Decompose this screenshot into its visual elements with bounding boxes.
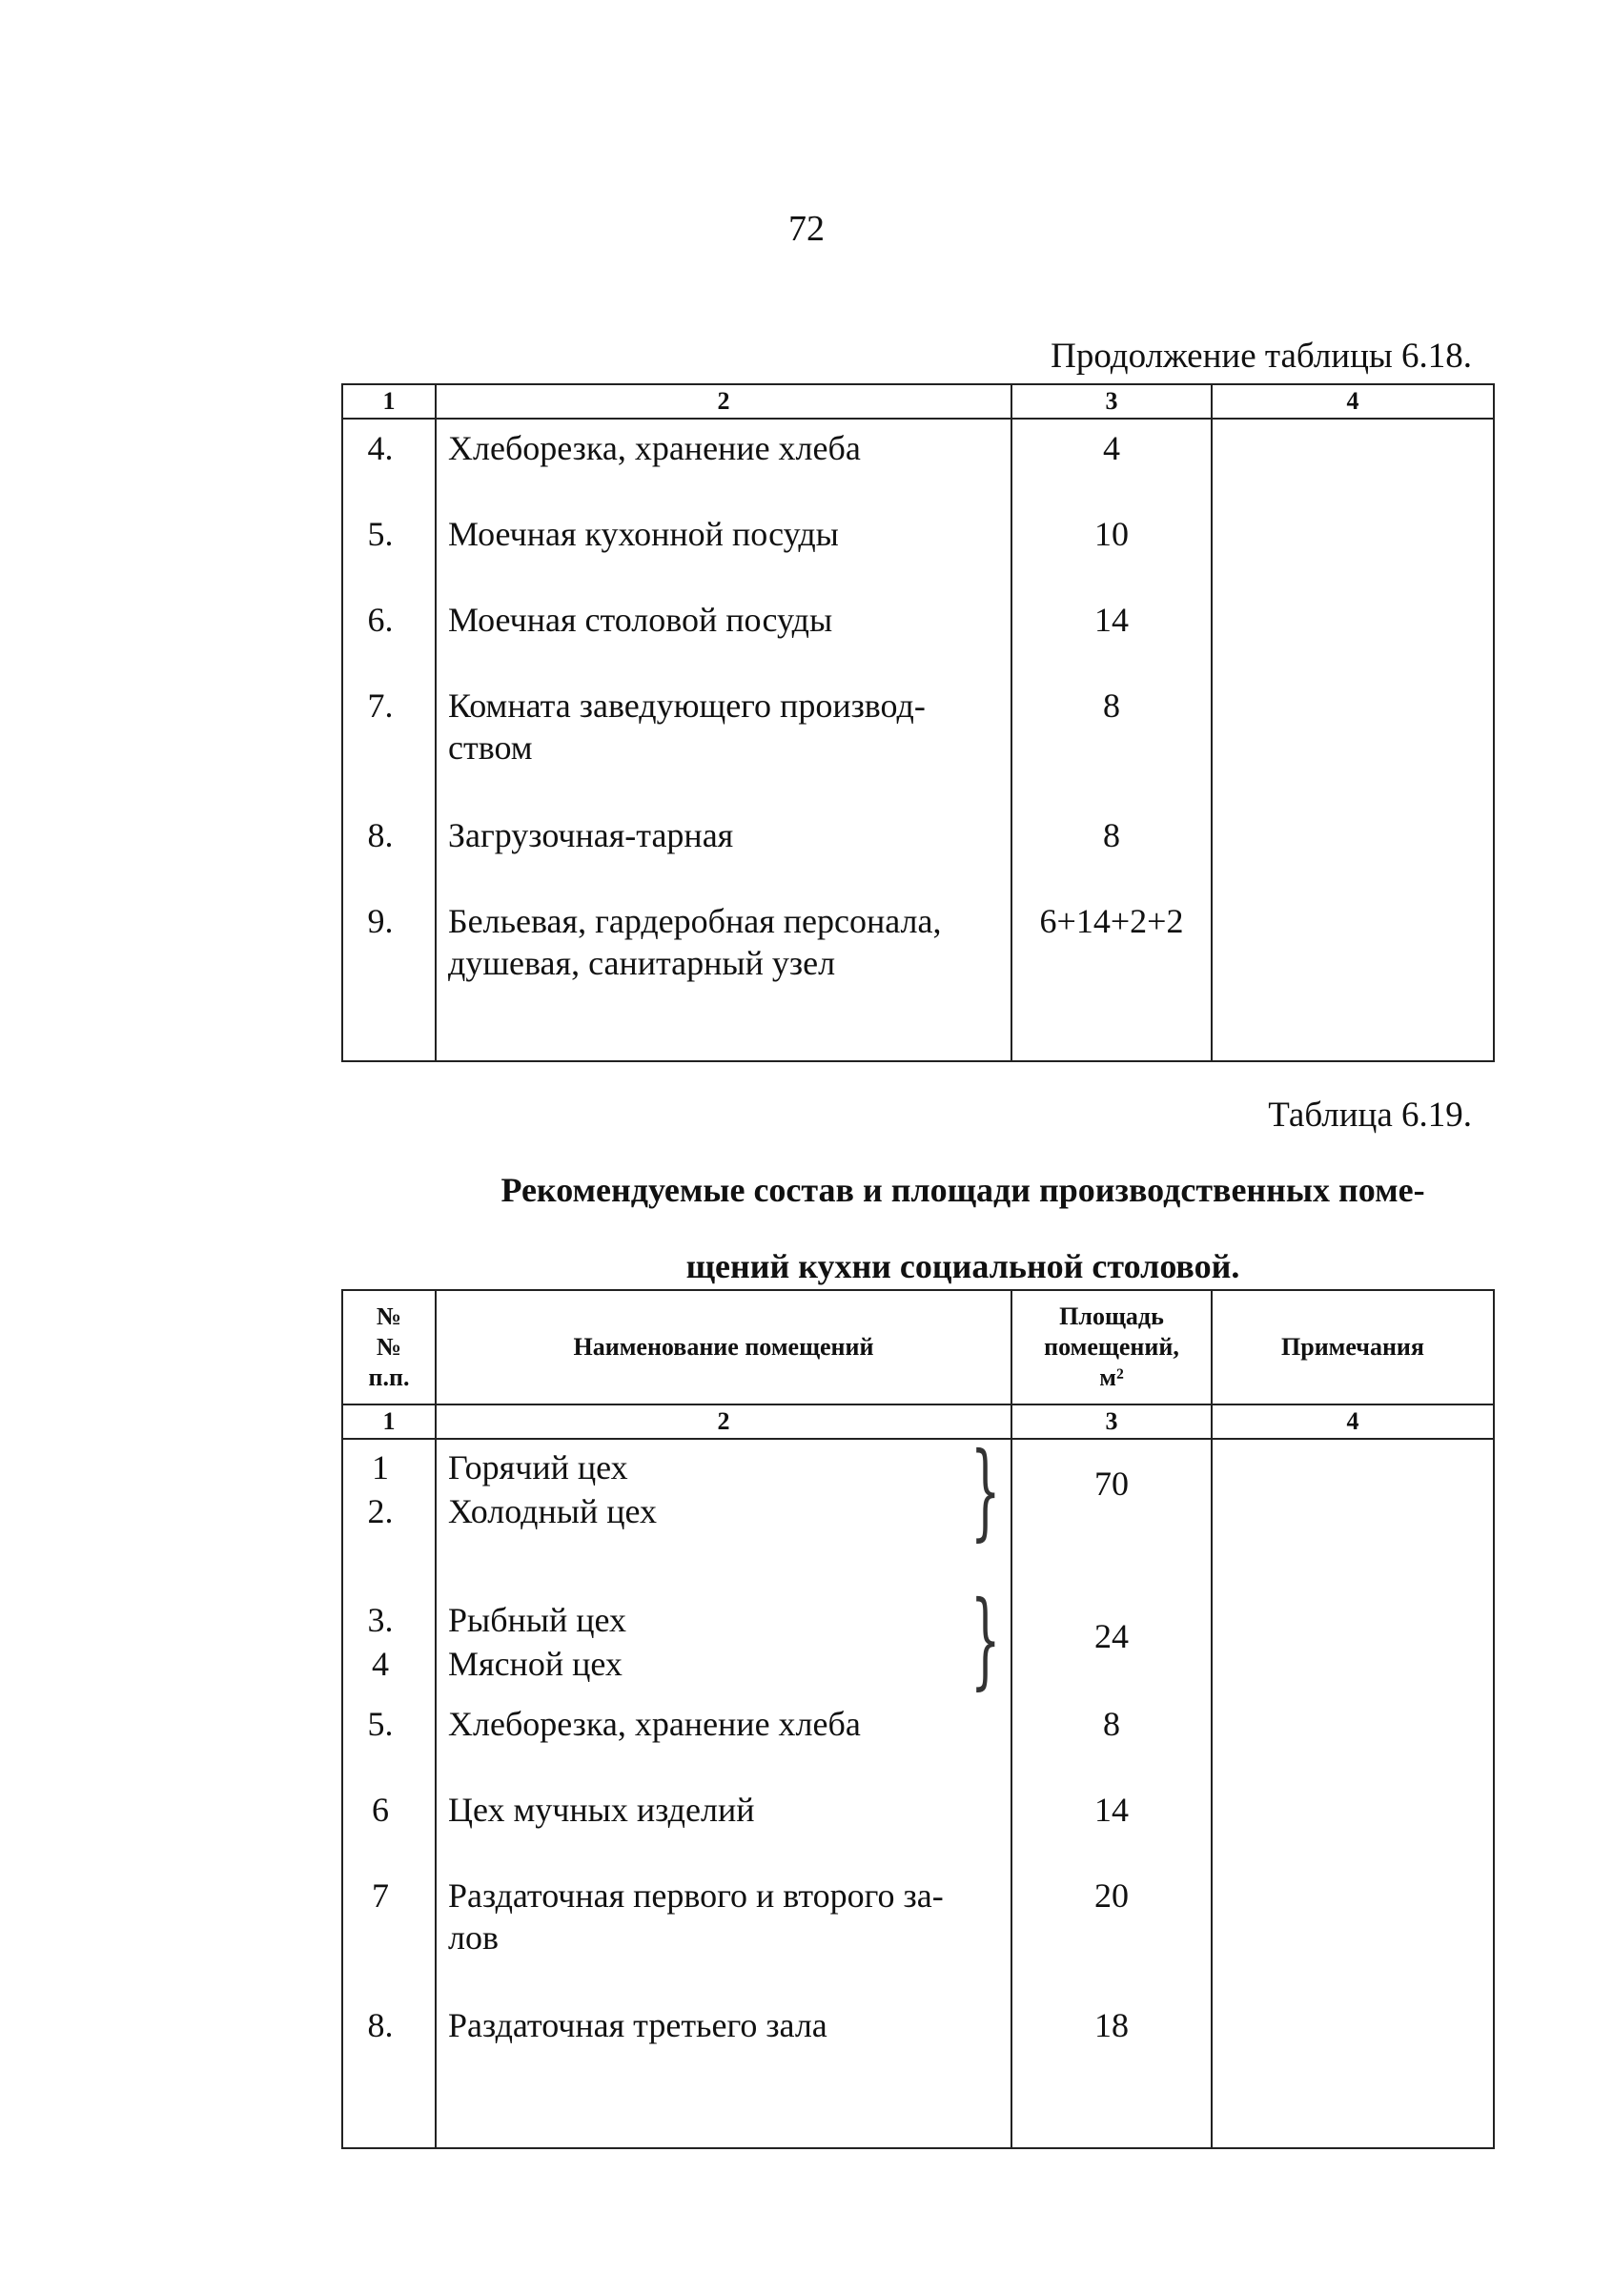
area-column [1011, 1439, 1212, 2148]
header-num: № № п.п. [342, 1290, 436, 1404]
row-area: 8 [1103, 1705, 1120, 1743]
table-caption: Таблица 6.19. [1268, 1096, 1472, 1135]
row-name: Моечная столовой посуды [448, 601, 833, 639]
row-num: 8. [367, 816, 394, 854]
row-num: 6. [367, 601, 394, 639]
group-area: 24 [1094, 1617, 1129, 1655]
brace-icon: } [970, 1429, 1001, 1551]
table-title-line-2: щений кухни социальной столовой. [685, 1247, 1240, 1285]
row-area: 10 [1094, 515, 1129, 553]
col-number-4: 4 [1212, 384, 1494, 419]
row-name: Бельевая, гардеробная персонала, душевая, санитарный узел [448, 902, 942, 982]
page-number: 72 [788, 209, 825, 249]
name-column [436, 419, 1011, 1061]
area-column [1011, 419, 1212, 1061]
row-num: 5. [367, 515, 394, 553]
col-number-3: 3 [1011, 384, 1212, 419]
name-column [436, 1429, 1011, 2148]
table-continuation-caption: Продолжение таблицы 6.18. [1051, 337, 1472, 376]
row-name: Загрузочная-тарная [448, 816, 734, 854]
row-num: 9. [367, 902, 394, 940]
row-area: 4 [1103, 429, 1120, 467]
row-num: 7. [367, 687, 394, 725]
col-number-1: 1 [342, 1404, 436, 1439]
row-area: 8 [1103, 816, 1120, 854]
col-number-2: 2 [436, 1404, 1011, 1439]
col-number-4: 4 [1212, 1404, 1494, 1439]
row-name: Раздаточная первого и второго за- лов [448, 1876, 944, 1957]
row-area: 14 [1094, 1791, 1129, 1829]
group-names: Горячий цех Холодный цех } [448, 1429, 1001, 1551]
header-note: Примечания [1212, 1290, 1494, 1404]
row-area: 6+14+2+2 [1039, 902, 1184, 940]
col-number-2: 2 [436, 384, 1011, 419]
table-title-line-1: Рекомендуемые состав и площади производственных поме- [500, 1171, 1425, 1209]
group-nums: 3. 4 [367, 1601, 394, 1683]
row-area: 20 [1094, 1876, 1129, 1915]
col-number-1: 1 [342, 384, 436, 419]
col-number-3: 3 [1011, 1404, 1212, 1439]
row-area: 18 [1094, 2006, 1129, 2044]
num-column [342, 419, 436, 1061]
num-column [342, 1439, 436, 2148]
row-name: Хлеборезка, хранение хлеба [448, 1705, 861, 1743]
row-area: 8 [1103, 687, 1120, 725]
row-num: 7 [372, 1876, 389, 1915]
group-nums: 1 2. [367, 1448, 394, 1530]
row-name: Цех мучных изделий [448, 1791, 755, 1829]
row-num: 6 [372, 1791, 389, 1829]
group-names: Рыбный цех Мясной цех } [448, 1578, 1001, 1700]
header-area: Площадь помещений, м² [1011, 1290, 1212, 1404]
row-name: Моечная кухонной посуды [448, 515, 839, 553]
note-column [1212, 419, 1494, 1061]
table-6-19 [341, 1289, 1495, 2149]
row-num: 4. [367, 429, 394, 467]
group-area: 70 [1094, 1465, 1129, 1503]
row-area: 14 [1094, 601, 1129, 639]
row-num: 8. [367, 2006, 394, 2044]
note-column [1212, 1439, 1494, 2148]
table-6-18-continuation [341, 383, 1495, 1062]
row-name: Раздаточная третьего зала [448, 2006, 827, 2044]
brace-icon: } [970, 1578, 1001, 1700]
row-name: Хлеборезка, хранение хлеба [448, 429, 861, 467]
row-name: Комната заведующего производ- ством [448, 687, 926, 767]
table-title [448, 1152, 1478, 1304]
header-name: Наименование помещений [436, 1290, 1011, 1404]
row-num: 5. [367, 1705, 394, 1743]
